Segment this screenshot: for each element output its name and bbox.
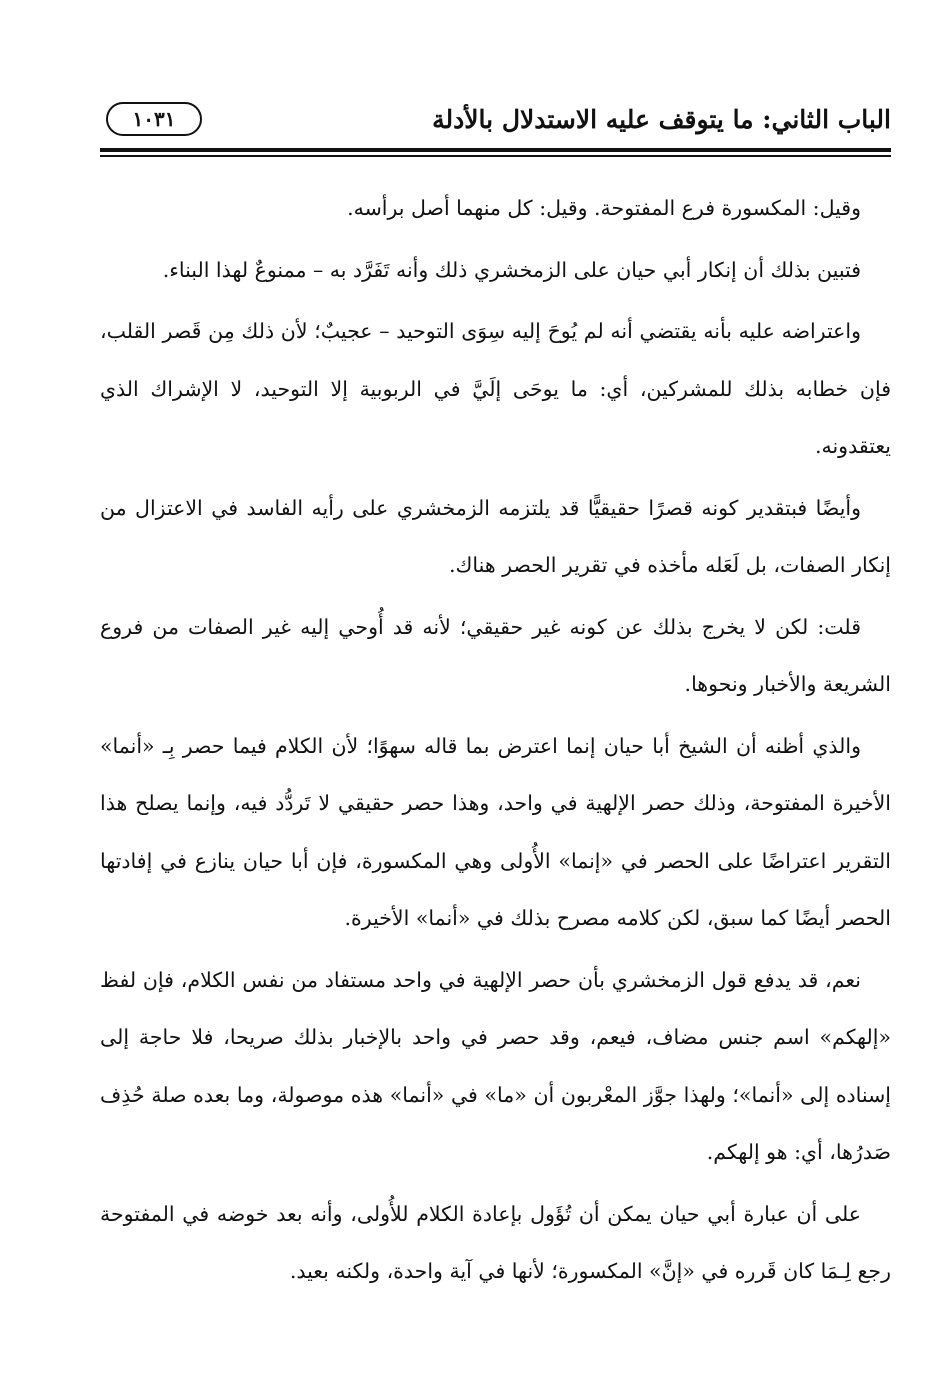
paragraph: فتبين بذلك أن إنكار أبي حيان على الزمخشري ذلك وأنه تَفَرَّد به – ممنوعٌ لهذا البناء. xyxy=(162,257,861,282)
paragraph: قلت: لكن لا يخرج بذلك عن كونه غير حقيقي؛ لأنه قد أُوحي إليه غير الصفات من فروع الشريعة والأخبار ونحوها. xyxy=(100,614,891,696)
header-divider-thin xyxy=(100,155,891,157)
paragraph: نعم، قد يدفع قول الزمخشري بأن حصر الإلهية في واحد مستفاد من نفس الكلام، فإن لفظ «إلهكم» اسم جنس مضاف، فيعم، وقد حصر في واحد بالإخبار بذلك صريحا، فلا حاجة إلى إسناده إلى «أنما»؛ ولهذا جوَّز المعْربون أن «ما» في «أنما» هذه موصولة، وما بعده صلة حُذِف صَدرُها، أي: هو إلهكم. xyxy=(100,967,891,1164)
body-text xyxy=(100,180,891,1305)
paragraph: واعتراضه عليه بأنه يقتضي أنه لم يُوحَ إليه سِوَى التوحيد – عجيبٌ؛ لأن ذلك مِن قَصر القلب، فإن خطابه بذلك للمشركين، أي: ما يوحَى إلَيَّ في الربوبية إلا التوحيد، لا الإشراك الذي يعتقدونه. xyxy=(100,319,891,458)
paragraph: وقيل: المكسورة فرع المفتوحة. وقيل: كل منهما أصل برأسه. xyxy=(347,196,861,220)
chapter-title: الباب الثاني: ما يتوقف عليه الاستدلال بالأدلة xyxy=(432,105,891,134)
page-number: ١٠٣١ xyxy=(106,102,202,136)
paragraph: والذي أظنه أن الشيخ أبا حيان إنما اعترض بما قاله سهوًا؛ لأن الكلام فيما حصر بِـ «أنما» الأخيرة المفتوحة، وذلك حصر الإلهية في واحد، وهذا حصر حقيقي لا تَردُّد فيه، وإنما يصلح هذا التقرير اعتراضًا على الحصر في «إنما» الأُولى وهي المكسورة، فإن أبا حيان ينازع في إفادتها الحصر أيضًا كما سبق، لكن كلامه مصرح بذلك في «أنما» الأخيرة. xyxy=(100,733,891,930)
paragraph: وأيضًا فبتقدير كونه قصرًا حقيقيًّا قد يلتزمه الزمخشري على رأيه الفاسد في الاعتزال من إنكار الصفات، بل لَعَله مأخذه في تقرير الحصر هناك. xyxy=(100,495,891,577)
header-divider-thick xyxy=(100,148,891,152)
paragraph: على أن عبارة أبي حيان يمكن أن تُؤَول بإعادة الكلام للأُولى، وأنه بعد خوضه في المفتوحة رجع لِـمَا كان قَرره في «إنَّ» المكسورة؛ لأنها في آية واحدة، ولكنه بعيد. xyxy=(100,1201,891,1283)
running-header xyxy=(100,100,891,144)
